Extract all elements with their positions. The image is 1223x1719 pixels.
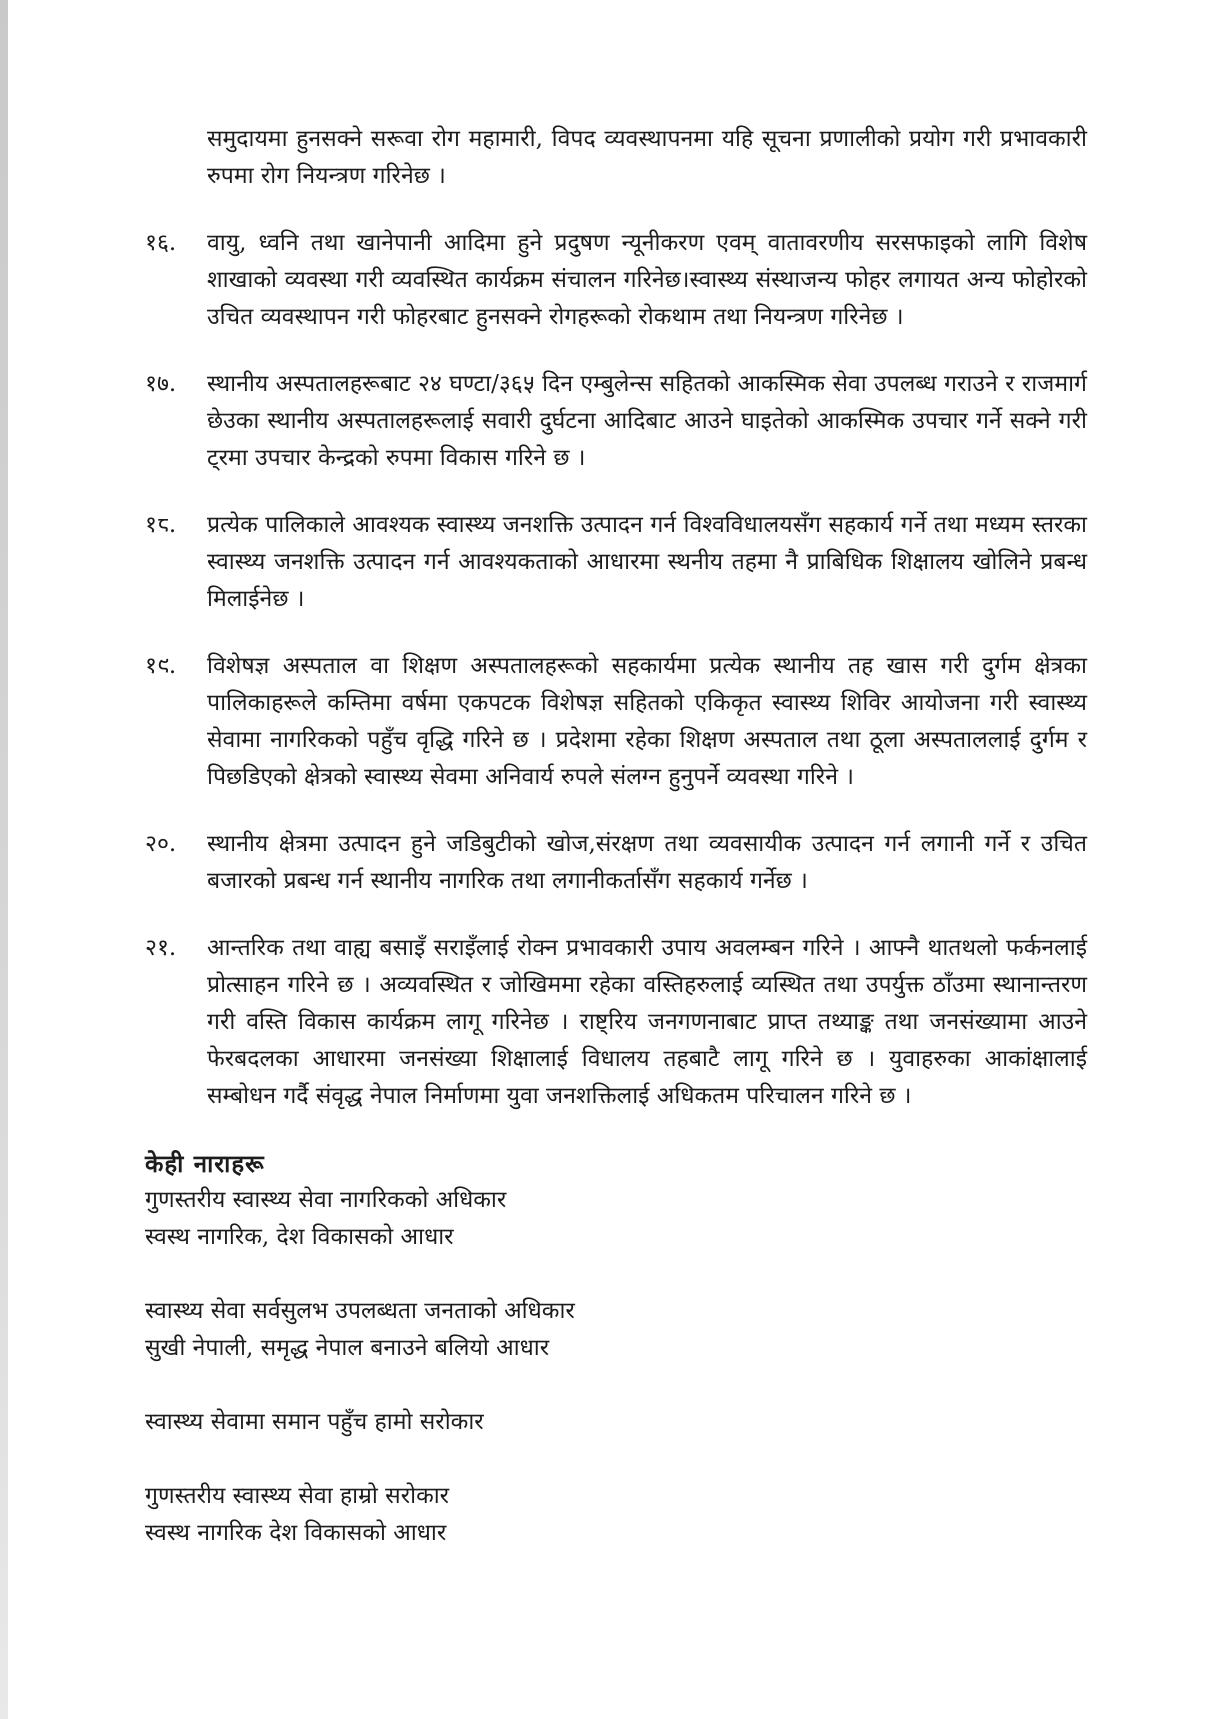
list-item-21 <box>145 930 1087 1115</box>
slogan-group-4 <box>145 1478 1087 1552</box>
scan-edge-shadow <box>0 0 8 1719</box>
document-content <box>145 98 1087 1589</box>
list-item-20 <box>145 826 1087 900</box>
item-text: वायु, ध्वनि तथा खानेपानी आदिमा हुने प्रदुषण न्यूनीकरण एवम् वातावरणीय सरसफाइको लागि विशेष शाखाको व्यवस्था गरी व्यवस्थित कार्यक्रम संचालन गरिनेछ।स्वास्थ्य संस्थाजन्य फोहर लगायत अन्य फोहोरको उचित व्यवस्थापन गरी फोहरबाट हुनसक्ने रोगहरूको रोकथाम तथा नियन्त्रण गरिनेछ । <box>207 230 1087 330</box>
item-text: आन्तरिक तथा वाह्य बसाइँ सराइँलाई रोक्न प्रभावकारी उपाय अवलम्बन गरिने । आफ्नै थातथलो फर्कनलाई प्रोत्साहन गरिने छ । अव्यवस्थित र जोखिममा रहेका वस्तिहरुलाई व्यस्थित तथा उपर्युक्त ठाँउमा स्थानान्तरण गरी वस्ति विकास कार्यक्रम लागू गरिनेछ । राष्ट्रिय जनगणनाबाट प्राप्त तथ्याङ्क तथा जनसंख्यामा आउने फेरबदलका आधारमा जनसंख्या शिक्षालाई विधालय तहबाटै लागू गरिने छ । युवाहरुका आकांक्षालाई सम्बोधन गर्दै संवृद्ध नेपाल निर्माणमा युवा जनशक्तिलाई अधिकतम परिचालन गरिने छ । <box>207 935 1087 1109</box>
slogan-line: स्वास्थ्य सेवा सर्वसुलभ उपलब्धता जनताको अधिकार <box>145 1298 575 1324</box>
item-number: २०. <box>145 831 177 857</box>
slogan-line: गुणस्तरीय स्वास्थ्य सेवा नागरिकको अधिकार <box>145 1187 507 1213</box>
slogans-heading: केही नाराहरू <box>145 1149 265 1178</box>
list-item-16 <box>145 225 1087 336</box>
item-text: प्रत्येक पालिकाले आवश्यक स्वास्थ्य जनशक्ति उत्पादन गर्न विश्वविधालयसँग सहकार्य गर्ने तथा मध्यम स्तरका स्वास्थ्य जनशक्ति उत्पादन गर्न आवश्यकताको आधारमा स्थनीय तहमा नै प्राबिधिक शिक्षालय खोलिने प्रबन्ध मिलाईनेछ । <box>207 512 1087 612</box>
slogan-line: सुखी नेपाली, समृद्ध नेपाल बनाउने बलियो आधार <box>145 1335 550 1361</box>
item-text: विशेषज्ञ अस्पताल वा शिक्षण अस्पतालहरूको सहकार्यमा प्रत्येक स्थानीय तह खास गरी दुर्गम क्षेत्रका पालिकाहरूले कम्तिमा वर्षमा एकपटक विशेषज्ञ सहितको एकिकृत स्वास्थ्य शिविर आयोजना गरी स्वास्थ्य सेवामा नागरिकको पहुँच वृद्धि गरिने छ । प्रदेशमा रहेका शिक्षण अस्पताल तथा ठूला अस्पताललाई दुर्गम र पिछडिएको क्षेत्रको स्वास्थ्य सेवमा अनिवार्य रुपले संलग्न हुनुपर्ने व्यवस्था गरिने । <box>207 653 1087 790</box>
item-number: १७. <box>145 371 177 397</box>
intro-continuation-paragraph: समुदायमा हुनसक्ने सरूवा रोग महामारी, विपद व्यवस्थापनमा यहि सूचना प्रणालीको प्रयोग गरी प्रभावकारी रुपमा रोग नियन्त्रण गरिनेछ । <box>207 126 1087 189</box>
list-item-17 <box>145 366 1087 477</box>
item-number: १९. <box>145 653 177 679</box>
slogan-group-2 <box>145 1293 1087 1367</box>
list-item-18 <box>145 507 1087 618</box>
slogan-group-3 <box>145 1404 1087 1441</box>
slogan-line: स्वस्थ नागरिक, देश विकासको आधार <box>145 1224 454 1250</box>
slogan-group-1 <box>145 1182 1087 1256</box>
item-text: स्थानीय क्षेत्रमा उत्पादन हुने जडिबुटीको खोज,संरक्षण तथा व्यवसायीक उत्पादन गर्न लगानी गर्ने र उचित बजारको प्रबन्ध गर्न स्थानीय नागरिक तथा लगानीकर्तासँग सहकार्य गर्नेछ । <box>207 831 1087 894</box>
slogans-section <box>145 1145 1087 1552</box>
item-text: स्थानीय अस्पतालहरूबाट २४ घण्टा/३६५ दिन एम्बुलेन्स सहितको आकस्मिक सेवा उपलब्ध गराउने र राजमार्ग छेउका स्थानीय अस्पतालहरूलाई सवारी दुर्घटना आदिबाट आउने घाइतेको आकस्मिक उपचार गर्ने सक्ने गरी ट्रमा उपचार केन्द्रको रुपमा विकास गरिने छ । <box>207 371 1087 471</box>
list-item-19 <box>145 648 1087 796</box>
item-number: १६. <box>145 230 177 256</box>
slogan-line: स्वास्थ्य सेवामा समान पहुँच हामो सरोकार <box>145 1409 484 1435</box>
slogan-line: गुणस्तरीय स्वास्थ्य सेवा हाम्रो सरोकार <box>145 1483 450 1509</box>
item-number: १८. <box>145 512 177 538</box>
slogan-line: स्वस्थ नागरिक देश विकासको आधार <box>145 1520 447 1546</box>
item-number: २१. <box>145 935 177 961</box>
